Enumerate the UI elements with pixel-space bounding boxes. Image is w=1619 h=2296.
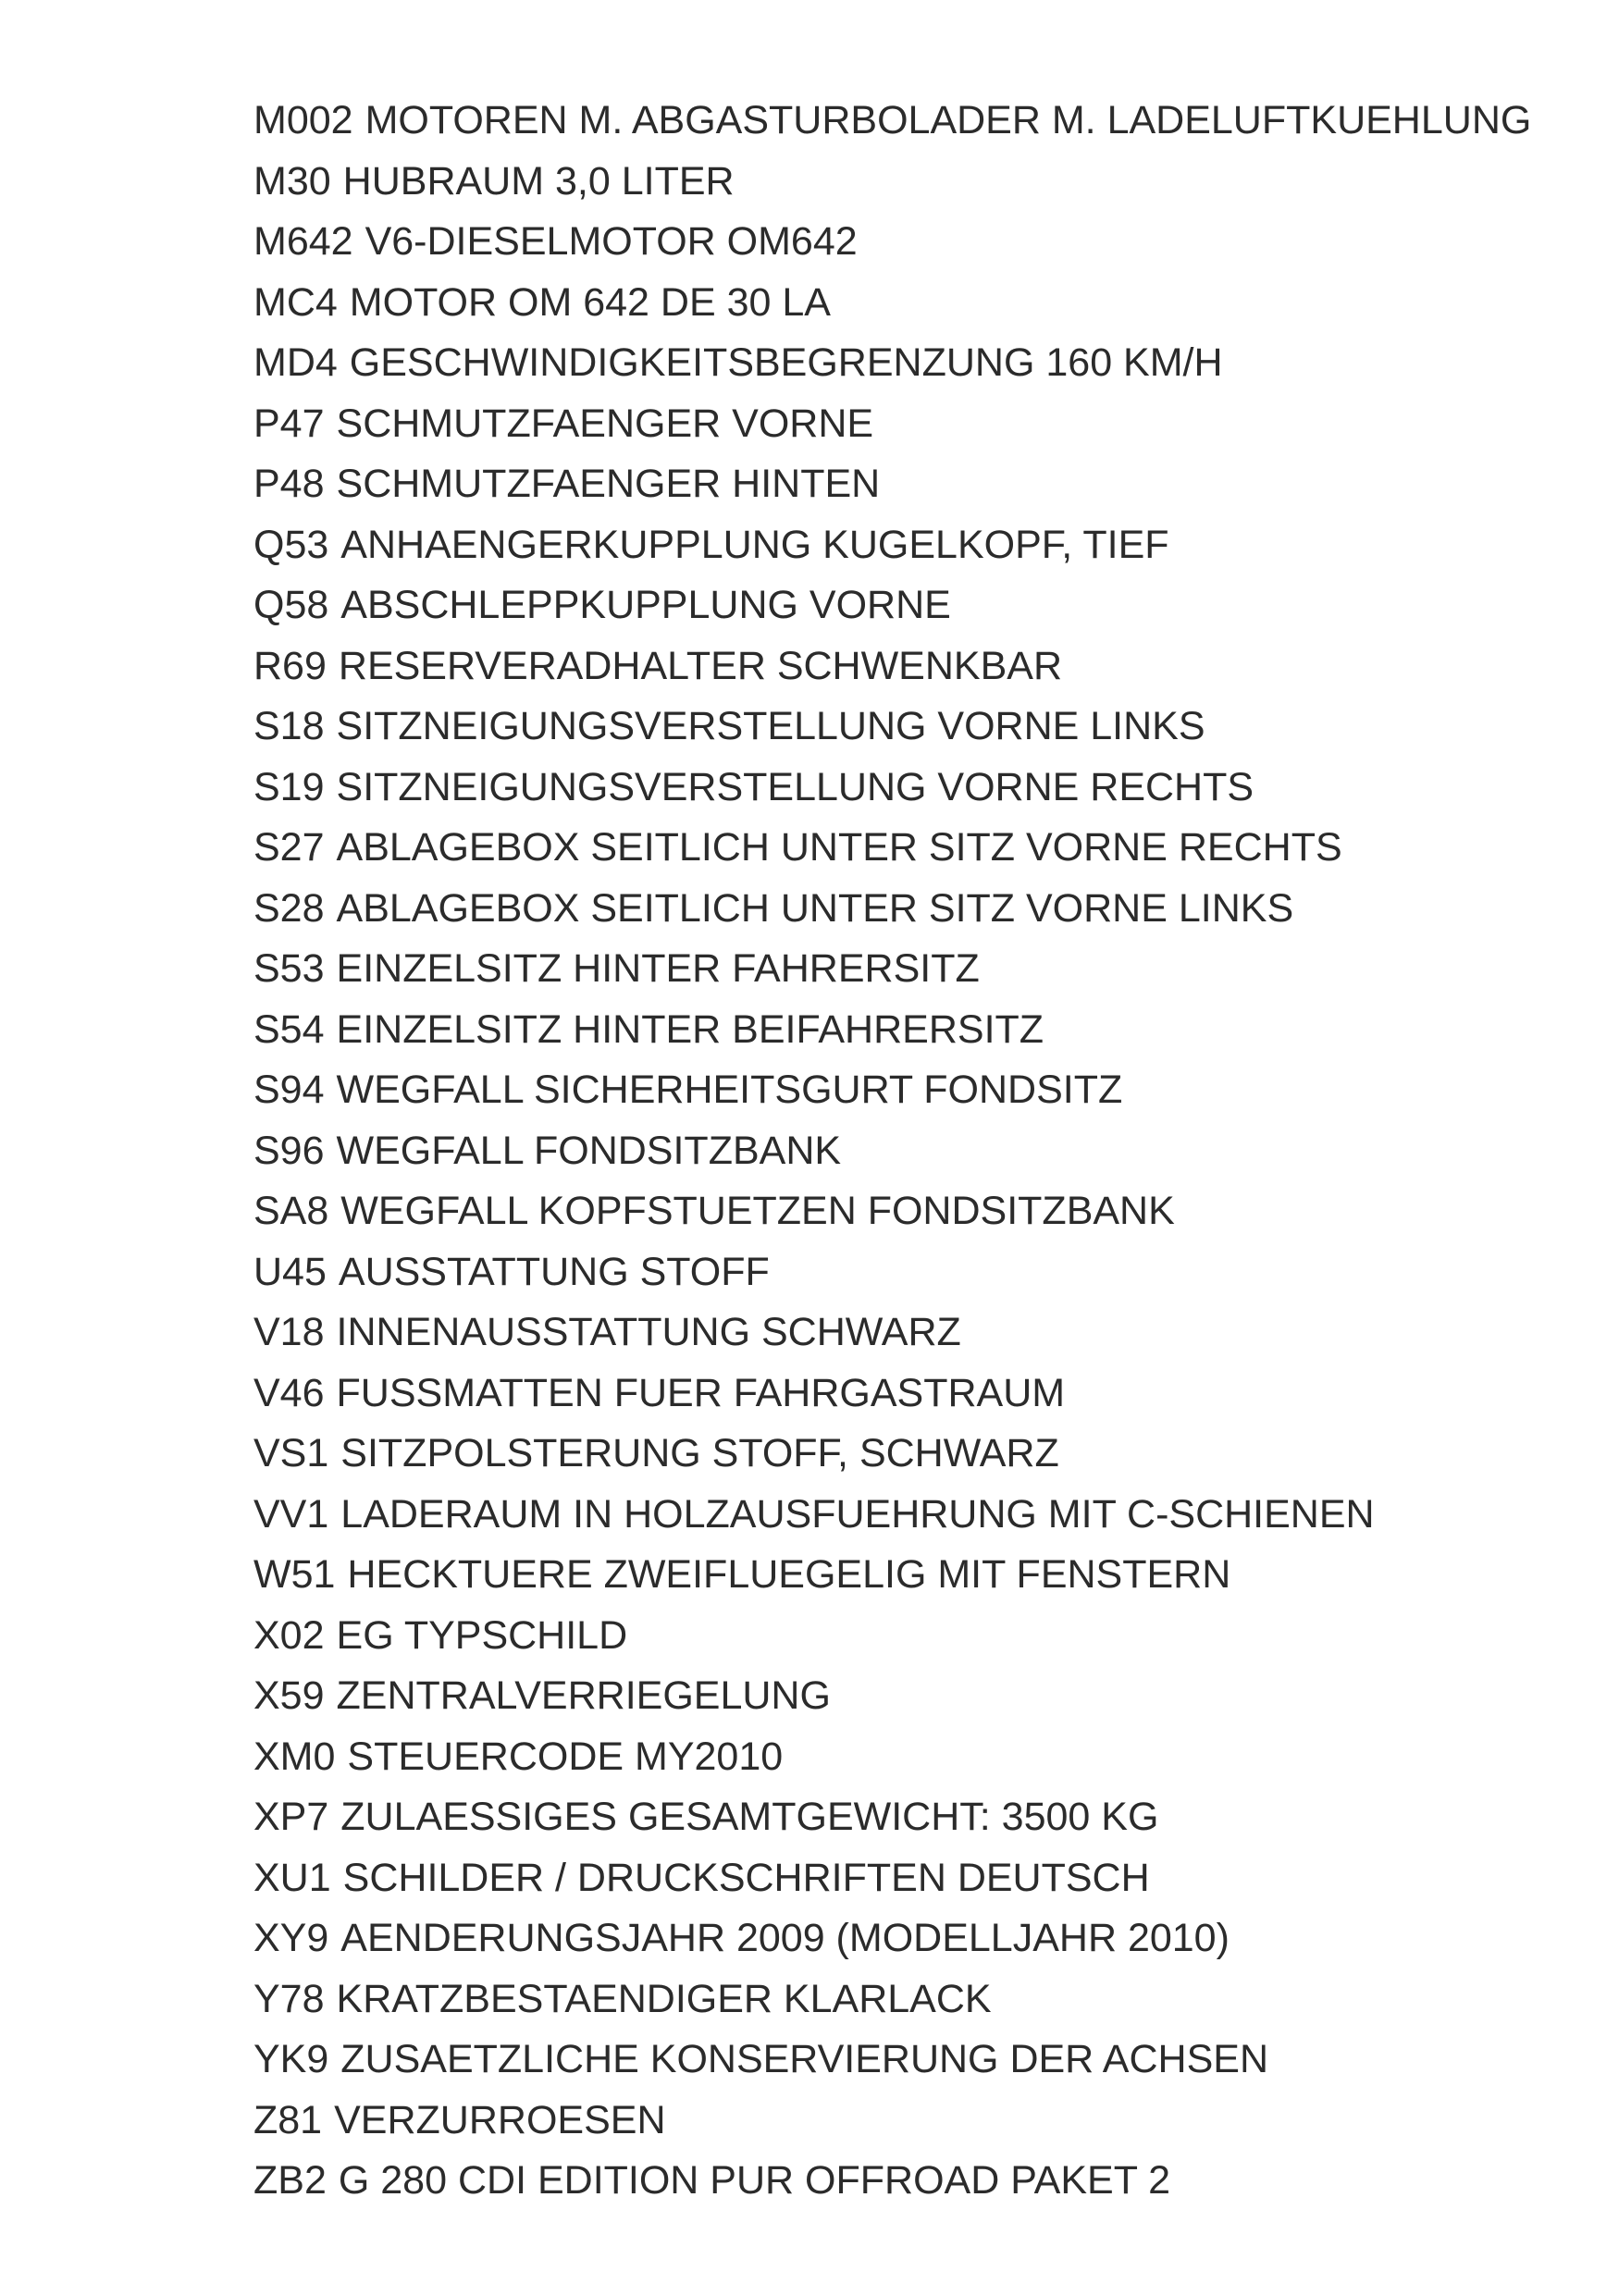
option-description: V6-DIESELMOTOR OM642 [365, 219, 858, 264]
option-row [253, 394, 1576, 455]
option-code: X02 [253, 1612, 325, 1658]
option-code: Q53 [253, 522, 329, 567]
option-description: SITZPOLSTERUNG STOFF, SCHWARZ [340, 1431, 1059, 1475]
option-description: SITZNEIGUNGSVERSTELLUNG VORNE LINKS [336, 704, 1205, 748]
option-row [253, 1666, 1576, 1727]
option-description: LADERAUM IN HOLZAUSFUEHRUNG MIT C-SCHIENEN [340, 1491, 1375, 1537]
option-code: S27 [253, 825, 325, 870]
option-code: U45 [253, 1249, 327, 1294]
option-row [253, 1242, 1576, 1303]
option-description: ZUSAETZLICHE KONSERVIERUNG DER ACHSEN [340, 2037, 1269, 2081]
option-row [253, 879, 1576, 940]
option-description: MOTOREN M. ABGASTURBOLADER M. LADELUFTKUEHLUNG [365, 98, 1532, 142]
option-description: HUBRAUM 3,0 LITER [342, 158, 735, 204]
option-description: SCHILDER / DRUCKSCHRIFTEN DEUTSCH [342, 1855, 1150, 1900]
option-code: XU1 [253, 1855, 331, 1900]
option-description: AENDERUNGSJAHR 2009 (MODELLJAHR 2010) [340, 1916, 1230, 1960]
option-code: M002 [253, 98, 353, 142]
option-row [253, 2151, 1576, 2212]
option-row [253, 1181, 1576, 1242]
option-code: P47 [253, 401, 325, 446]
option-description: ANHAENGERKUPPLUNG KUGELKOPF, TIEF [340, 522, 1169, 567]
option-row [253, 1727, 1576, 1788]
option-row [253, 758, 1576, 819]
option-row [253, 1485, 1576, 1546]
option-description: ABLAGEBOX SEITLICH UNTER SITZ VORNE LINKS [336, 885, 1294, 931]
option-row [253, 333, 1576, 394]
option-row [253, 1969, 1576, 2031]
option-code: YK9 [253, 2037, 329, 2081]
option-code: Y78 [253, 1976, 325, 2021]
option-row [253, 1000, 1576, 1061]
option-description: EG TYPSCHILD [336, 1612, 628, 1658]
option-row [253, 212, 1576, 273]
option-row [253, 818, 1576, 879]
option-description: VERZURROESEN [334, 2097, 666, 2142]
option-description: SITZNEIGUNGSVERSTELLUNG VORNE RECHTS [336, 764, 1254, 809]
option-row [253, 697, 1576, 758]
option-code: XY9 [253, 1916, 329, 1960]
option-code: VS1 [253, 1431, 329, 1475]
option-code: W51 [253, 1552, 336, 1597]
option-description: SCHMUTZFAENGER VORNE [336, 401, 874, 446]
option-row [253, 515, 1576, 576]
option-code: VV1 [253, 1491, 329, 1537]
option-code: S54 [253, 1006, 325, 1052]
option-description: WEGFALL FONDSITZBANK [336, 1128, 842, 1173]
option-row [253, 1787, 1576, 1848]
option-description: HECKTUERE ZWEIFLUEGELIG MIT FENSTERN [347, 1552, 1231, 1597]
option-description: AUSSTATTUNG STOFF [338, 1249, 770, 1294]
option-description: RESERVERADHALTER SCHWENKBAR [338, 643, 1063, 688]
option-description: WEGFALL KOPFSTUETZEN FONDSITZBANK [340, 1189, 1175, 1233]
option-description: G 280 CDI EDITION PUR OFFROAD PAKET 2 [338, 2158, 1171, 2203]
option-code: XM0 [253, 1734, 336, 1779]
option-row [253, 454, 1576, 515]
option-code: S96 [253, 1128, 325, 1173]
option-row [253, 939, 1576, 1000]
option-description: MOTOR OM 642 DE 30 LA [349, 279, 831, 325]
option-row [253, 575, 1576, 636]
option-code-list [253, 91, 1576, 2203]
option-description: ABSCHLEPPKUPPLUNG VORNE [340, 583, 951, 627]
option-description: INNENAUSSTATTUNG SCHWARZ [336, 1310, 961, 1354]
option-row [253, 1364, 1576, 1425]
option-row [253, 2030, 1576, 2091]
option-row [253, 1848, 1576, 1909]
option-row [253, 1606, 1576, 1667]
option-code: S28 [253, 885, 325, 931]
option-description: ZENTRALVERRIEGELUNG [336, 1673, 831, 1718]
option-description: SCHMUTZFAENGER HINTEN [336, 462, 881, 506]
option-code: X59 [253, 1673, 325, 1718]
option-row [253, 1545, 1576, 1606]
option-code: R69 [253, 643, 327, 688]
option-description: ZULAESSIGES GESAMTGEWICHT: 3500 KG [340, 1795, 1159, 1839]
option-row [253, 273, 1576, 334]
option-code: S19 [253, 764, 325, 809]
option-row [253, 152, 1576, 213]
option-row [253, 1302, 1576, 1364]
option-code: V18 [253, 1310, 325, 1354]
option-row [253, 1424, 1576, 1485]
option-description: STEUERCODE MY2010 [347, 1734, 784, 1779]
option-description: WEGFALL SICHERHEITSGURT FONDSITZ [336, 1068, 1123, 1112]
option-code: S53 [253, 946, 325, 991]
option-code: Q58 [253, 583, 329, 627]
option-row [253, 1908, 1576, 1969]
option-row [253, 1121, 1576, 1182]
option-description: EINZELSITZ HINTER FAHRERSITZ [336, 946, 980, 991]
option-code: Z81 [253, 2097, 323, 2142]
option-row [253, 1060, 1576, 1121]
option-description: EINZELSITZ HINTER BEIFAHRERSITZ [336, 1006, 1044, 1052]
option-row [253, 2091, 1576, 2152]
option-code: S94 [253, 1068, 325, 1112]
option-code: V46 [253, 1370, 325, 1415]
option-code: XP7 [253, 1795, 329, 1839]
option-description: ABLAGEBOX SEITLICH UNTER SITZ VORNE RECHTS [336, 825, 1342, 870]
option-code: M642 [253, 219, 353, 264]
option-row [253, 91, 1576, 152]
option-row [253, 636, 1576, 697]
option-code: ZB2 [253, 2158, 327, 2203]
option-code: MC4 [253, 279, 338, 325]
option-code: S18 [253, 704, 325, 748]
option-code: M30 [253, 158, 331, 204]
option-code: P48 [253, 462, 325, 506]
option-code: SA8 [253, 1189, 329, 1233]
option-code: MD4 [253, 340, 338, 385]
option-description: GESCHWINDIGKEITSBEGRENZUNG 160 KM/H [349, 340, 1223, 385]
option-description: FUSSMATTEN FUER FAHRGASTRAUM [336, 1370, 1066, 1415]
option-description: KRATZBESTAENDIGER KLARLACK [336, 1976, 992, 2021]
